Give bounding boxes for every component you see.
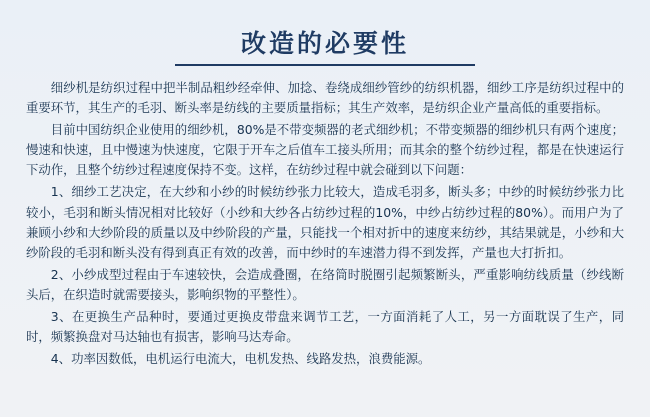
paragraph: 1、细纱工艺决定，在大纱和小纱的时候纺纱张力比较大，造成毛羽多，断头多；中纱的时候纺纱张力比较小，毛羽和断头情况相对比较好（小纱和大纱各占纺纱过程的10%，中纱占纺纱过程的80%）。而用户为了兼顾小纱和大纱阶段的质量以及中纱阶段的产量，只能找一个相对折中的速度来纺纱，其结果就是，小纱和大纱阶段的毛羽和断头没有得到真正有效的改善，而中纱时的车速潜力得不到发挥，产量也大打折扣。 <box>26 184 624 260</box>
paragraph: 细纱机是纺织过程中把半制品粗纱经牵伸、加捻、卷绕成细纱管纱的纺织机器，细纱工序是纺织过程中的重要环节，其生产的毛羽、断头率是纺线的主要质量指标；其生产效率，是纺织企业产量高低的重要指标。 <box>26 80 624 116</box>
page-title: 改造的必要性 <box>240 29 409 58</box>
document-body <box>26 78 624 369</box>
title-underline <box>175 64 475 66</box>
paragraph: 目前中国纺织企业使用的细纱机，80%是不带变频器的老式细纱机；不带变频器的细纱机只有两个速度；慢速和快速，且中慢速为快速度，它限于开车之后值车工接头所用；而其余的整个纺纱过程，都是在快速运行下动作，且整个纺纱过程速度保持不变。这样，在纺纱过程中就会碰到以下问题： <box>26 122 624 178</box>
paragraph: 3、在更换生产品种时，要通过更换皮带盘来调节工艺，一方面消耗了人工，另一方面耽误了生产，同时，频繁换盘对马达轴也有损害，影响马达寿命。 <box>26 309 624 345</box>
paragraph: 4、功率因数低，电机运行电流大，电机发热、线路发热，浪费能源。 <box>50 351 431 367</box>
paragraph: 2、小纱成型过程由于车速较快，会造成叠圈，在络筒时脱圈引起频繁断头，严重影响纺线质量（纱线断头后，在织造时就需要接头，影响织物的平整性）。 <box>26 266 624 302</box>
